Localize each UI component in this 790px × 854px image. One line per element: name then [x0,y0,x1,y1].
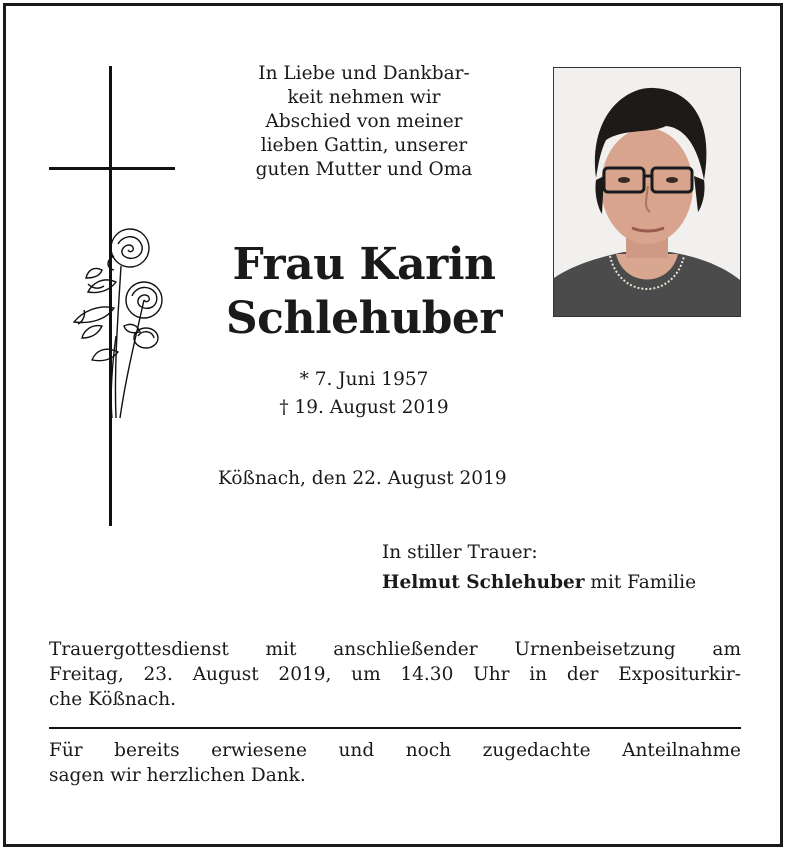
thanks-line: sagen wir herzlichen Dank. [49,765,306,786]
intro-line: In Liebe und Dankbar- [258,63,470,84]
death-date: † 19. August 2019 [279,397,449,418]
mourners-line [382,568,696,598]
service-line: Freitag, 23. August 2019, um 14.30 Uhr in der Expositurkir- [49,664,741,685]
life-dates [214,366,514,422]
birth-date: * 7. Juni 1957 [299,369,429,390]
mourners-block [382,538,696,598]
funeral-service-text [49,637,741,712]
mourner-suffix: mit Familie [584,572,697,593]
deceased-name-line: Schlehuber [225,293,503,344]
cross-icon-bar [49,167,175,170]
intro-line: Abschied von meiner [265,111,463,132]
portrait-photo [553,67,741,317]
deceased-name-line: Frau Karin [232,239,496,290]
divider [49,727,741,729]
place-and-date: Kößnach, den 22. August 2019 [218,468,507,489]
roses-icon [66,226,170,422]
intro-line: guten Mutter und Oma [255,159,473,180]
intro-text [214,62,514,182]
deceased-name [214,238,514,346]
intro-line: lieben Gattin, unserer [260,135,468,156]
service-line: che Kößnach. [49,689,177,710]
thanks-text [49,738,741,788]
thanks-line: Für bereits erwiesene und noch zugedachte Anteilnahme [49,740,741,761]
service-line: Trauergottesdienst mit anschließender Urnenbeisetzung am [49,639,741,660]
mourner-name: Helmut Schlehuber [382,572,585,593]
mourning-heading: In stiller Trauer: [382,542,538,563]
intro-line: keit nehmen wir [287,87,441,108]
